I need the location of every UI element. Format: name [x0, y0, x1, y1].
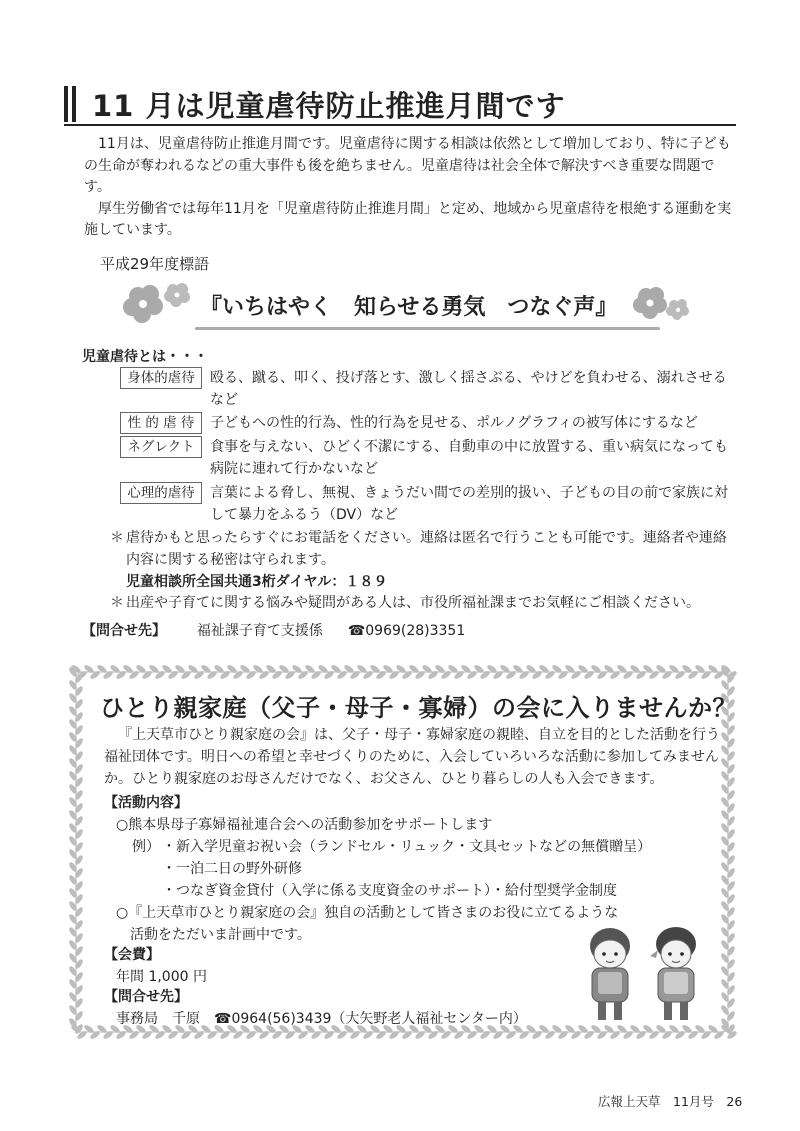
title-bar-decoration	[64, 86, 78, 122]
box-title: ひとり親家庭（父子・母子・寡婦）の会に入りませんか？	[100, 694, 737, 722]
activity-item-2-cont: 活動をただいま計画中です。	[130, 927, 311, 943]
definition-text: 殴る、蹴る、叩く、投げ落とす、激しく揺さぶる、やけどを負わせる、溺れさせるなど	[210, 370, 727, 408]
activity-item-1: ○熊本県母子寡婦福祉連合会への活動参加をサポートします	[116, 817, 493, 833]
slogan-year-label: 平成29年度標語	[100, 255, 210, 273]
box-contact-text: 事務局 千原 ☎0964(56)3439（大矢野老人福祉センター内）	[116, 1011, 527, 1027]
activity-item-2: ○『上天草市ひとり親家庭の会』独自の活動として皆さまのお役に立てるような	[116, 905, 619, 921]
intro-paragraph-2: 厚生労働省では毎年11月を「児童虐待防止推進月間」と定め、地域から児童虐待を根絶する運動を実施しています。	[84, 200, 732, 238]
contact-dept: 福祉課子育て支援係	[196, 623, 323, 639]
intro-text	[84, 134, 734, 242]
contact-info	[82, 620, 465, 640]
contact-label: 【問合せ先】	[82, 623, 166, 639]
page-footer: 広報上天草 11月号 26	[598, 1094, 743, 1109]
flower-right-icon	[624, 280, 696, 324]
box-intro	[104, 724, 724, 790]
slogan-underline	[195, 327, 660, 330]
definition-text: 子どもへの性的行為、性的行為を見せる、ポルノグラフィの被写体にするなど	[210, 415, 698, 431]
activity-heading: 【活動内容】	[104, 795, 188, 811]
example-item-2: ・一泊二日の野外研修	[162, 861, 302, 877]
definitions-heading: 児童虐待とは・・・	[82, 349, 208, 365]
child-right	[650, 927, 696, 1020]
fee-heading: 【会費】	[104, 947, 160, 963]
page-title: 11 月は児童虐待防止推進月間です	[92, 89, 566, 123]
note-report-text: 虐待かもと思ったらすぐにお電話をください。連絡は匿名で行うことも可能です。連絡者や連絡内容に関する秘密は守られます。	[126, 530, 727, 568]
contact-phone: ☎0969(28)3351	[347, 623, 466, 639]
example-item-3: ・つなぎ資金貸付（入学に係る支度資金のサポート）・給付型奨学金制度	[162, 883, 617, 899]
definition-text: 食事を与えない、ひどく不潔にする、自動車の中に放置する、重い病気になっても病院に連れて行かないなど	[210, 439, 728, 477]
definition-label: 性 的 虐 待	[120, 412, 202, 434]
definition-label: ネグレクト	[120, 436, 202, 458]
children-illustration	[578, 924, 714, 1028]
intro-paragraph-1: 11月は、児童虐待防止推進月間です。児童虐待に関する相談は依然として増加しており、特に子どもの生命が奪われるなどの重大事件も後を絶ちません。児童虐待は社会全体で解決すべき重要な問題です。	[84, 136, 731, 195]
fee-text: 年間 1,000 円	[116, 969, 207, 985]
flower-left-icon	[118, 276, 198, 328]
definition-label: 心理的虐待	[120, 482, 202, 504]
slogan-text: 『いちはやく 知らせる勇気 つなぐ声』	[200, 295, 618, 320]
note-mark: ＊	[110, 530, 124, 546]
note-consult-text: 出産や子育てに関する悩みや疑問がある人は、市役所福祉課までお気軽にご相談ください。	[126, 595, 700, 611]
hotline-text: 児童相談所全国共通3桁ダイヤル：１８９	[126, 574, 388, 590]
definition-text: 言葉による脅し、無視、きょうだい間での差別的扱い、子どもの目の前で家族に対して暴力をふるう（DV）など	[210, 485, 728, 523]
definition-label: 身体的虐待	[120, 367, 202, 389]
title-underline	[64, 124, 736, 126]
child-left	[590, 928, 630, 1020]
example-prefix: 例）	[132, 839, 160, 855]
box-contact-heading: 【問合せ先】	[104, 989, 188, 1005]
box-intro-text: 『上天草市ひとり親家庭の会』は、父子・母子・寡婦家庭の親睦、自立を目的とした活動を行う福祉団体です。明日への希望と幸せづくりのために、入会していろいろな活動に参加してみませんか。ひとり親家庭のお母さんだけでなく、お父さん、ひとり暮らしの人も入会できます。	[104, 727, 720, 787]
example-item-1: ・新入学児童お祝い会（ランドセル・リュック・文具セットなどの無償贈呈）	[162, 839, 652, 855]
note-mark: ＊	[110, 595, 124, 611]
